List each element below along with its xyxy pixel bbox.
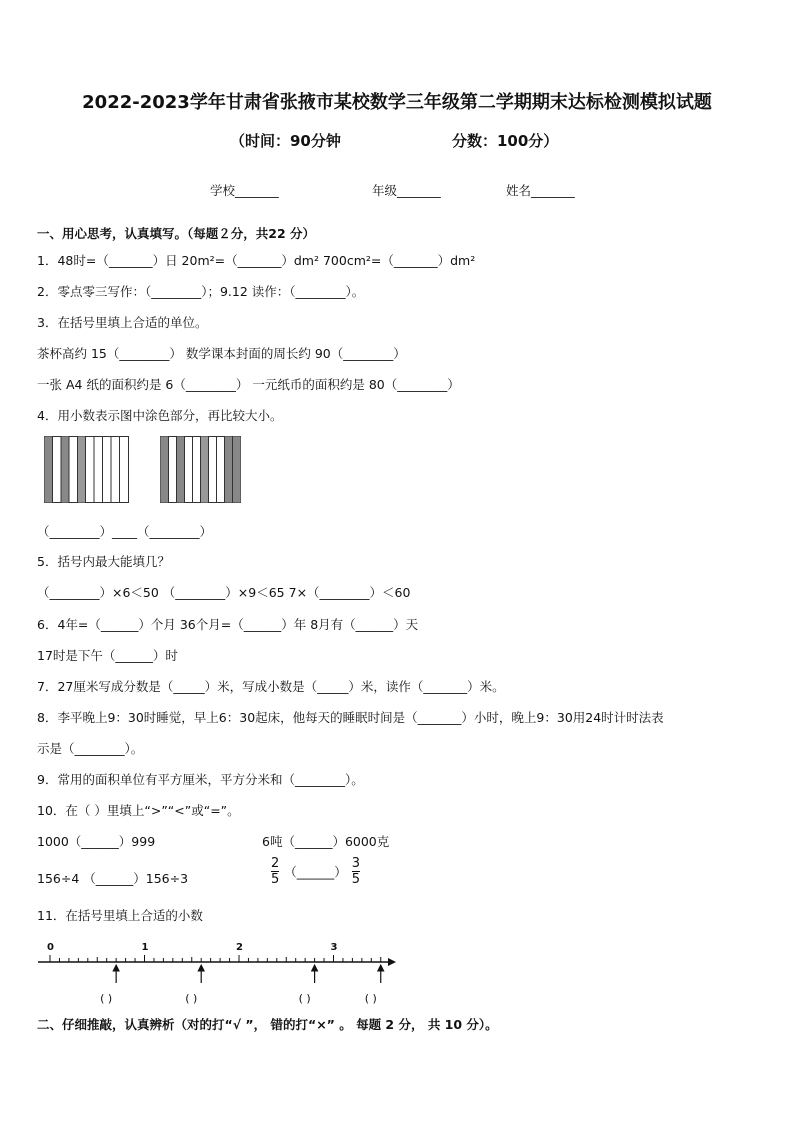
question-8a: 8．李平晚上9：30时睡觉，早上6：30起床，他每天的睡眠时间是（_______）小时，晚上9：30用24时计时法表 [37, 710, 664, 725]
figure-right [160, 436, 242, 504]
number-line [36, 936, 396, 1008]
arrow-head-icon [388, 958, 396, 966]
question-3b: 一张 A4 纸的面积约是 6（________） 一元纸币的面积约是 80（________） [37, 377, 460, 392]
page-title: 2022-2023学年甘肃省张掖市某校数学三年级第二学期期末达标检测模拟试题 [82, 92, 712, 113]
question-8b: 示是（________）。 [37, 741, 144, 756]
fraction-numerator: 3 [351, 856, 361, 871]
question-5a: （________）×6＜50 （________）×9＜65 7×（________）＜60 [37, 585, 411, 600]
number-line-label: 0 [47, 942, 54, 953]
fraction-denominator: 5 [351, 872, 361, 887]
fraction-numerator: 2 [271, 856, 280, 871]
arrow-up-icon [198, 965, 204, 971]
comparison-blank: （______） [284, 864, 347, 880]
question-10a-right: 6吨（______）6000克 [262, 834, 390, 849]
question-1: 1．48时=（_______）日 20m²=（_______）dm² 700cm²=（_______）dm² [37, 253, 476, 268]
question-9: 9．常用的面积单位有平方厘米，平方分米和（________）。 [37, 772, 364, 787]
number-line-label: 2 [236, 942, 243, 953]
question-4: 4．用小数表示图中涂色部分，再比较大小。 [37, 408, 283, 423]
arrow-up-icon [378, 965, 384, 971]
score-label: 分数：100分） [452, 132, 559, 150]
fraction-three-fifths [351, 856, 361, 887]
question-10a-left: 1000（______）999 [37, 834, 156, 849]
number-line-label: 3 [330, 942, 338, 953]
question-3a: 茶杯高约 15（________） 数学课本封面的周长约 90（________） [37, 346, 406, 361]
question-4-blanks: （________）____（________） [37, 524, 213, 539]
question-6b: 17时是下午（______）时 [37, 648, 178, 663]
question-11: 11．在括号里填上合适的小数 [37, 908, 203, 923]
arrow-up-icon [113, 965, 119, 971]
number-line-blank: ( ) [364, 992, 377, 1005]
school-field: 学校_______ [210, 183, 279, 198]
question-2: 2．零点零三写作：（________）；9.12 读作：（________）。 [37, 284, 365, 299]
number-line-blank: ( ) [185, 992, 198, 1005]
question-5: 5．括号内最大能填几？ [37, 554, 170, 569]
section-1-heading: 一、用心思考，认真填写。（每题２分，共22 分） [37, 226, 315, 241]
question-3: 3．在括号里填上合适的单位。 [37, 315, 208, 330]
grade-field: 年级_______ [372, 183, 441, 198]
question-10b-left: 156÷4 （______）156÷3 [37, 871, 189, 886]
figure-left [44, 436, 130, 504]
number-line-label: 1 [141, 942, 149, 953]
time-label: （时间：90分钟 [230, 132, 341, 150]
section-2-heading: 二、仔细推敲，认真辨析（对的打“√ ”， 错的打“×” 。 每题 2 分， 共 10 分）。 [37, 1017, 498, 1032]
fraction-denominator: 5 [271, 872, 280, 887]
arrow-up-icon [312, 965, 318, 971]
question-6: 6．4年=（______）个月 36个月=（______）年 8月有（______）天 [37, 617, 419, 632]
fraction-comparison [270, 856, 361, 887]
number-line-blank: ( ) [100, 992, 113, 1005]
name-field: 姓名_______ [506, 183, 575, 198]
fraction-two-fifths [270, 856, 280, 887]
question-10: 10．在（ ）里填上“>”“<”或“=”。 [37, 803, 240, 818]
number-line-blank: ( ) [298, 992, 311, 1005]
question-7: 7．27厘米写成分数是（_____）米，写成小数是（_____）米，读作（_______）米。 [37, 679, 505, 694]
